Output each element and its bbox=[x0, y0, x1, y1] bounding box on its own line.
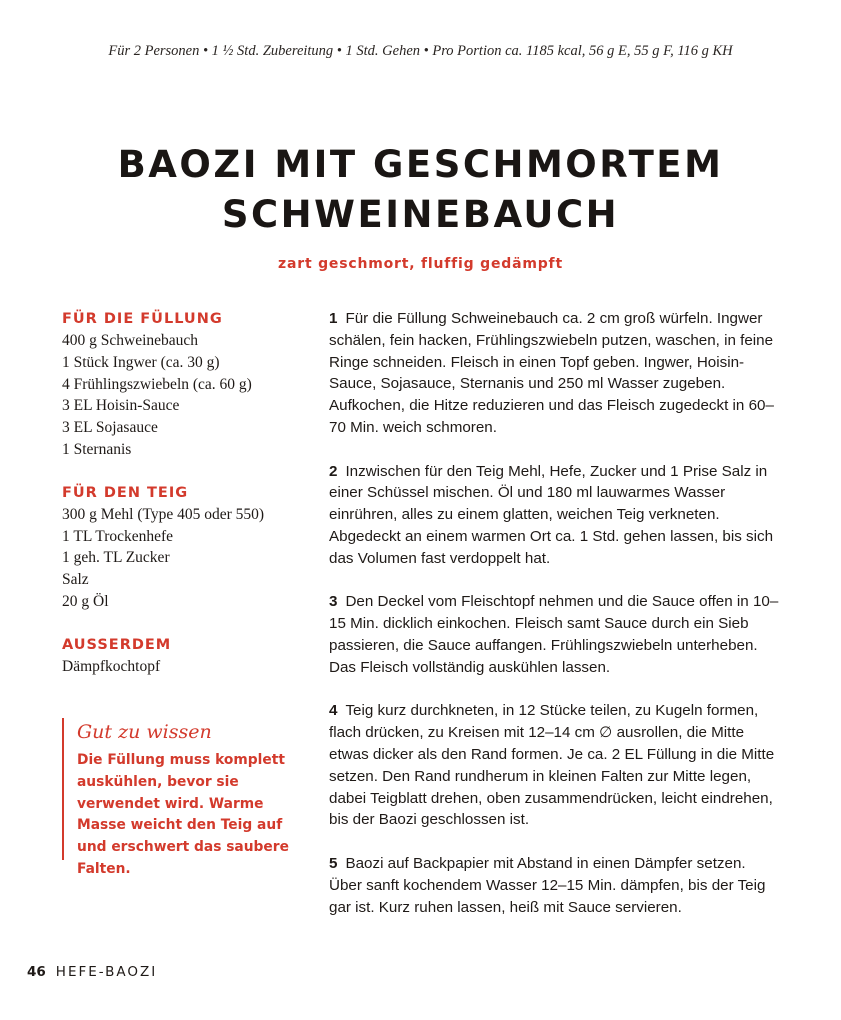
step-number: 1 bbox=[329, 310, 338, 327]
ingredients-column bbox=[62, 308, 312, 699]
step-1 bbox=[329, 308, 779, 439]
page-number: 46 bbox=[27, 964, 46, 980]
dough-list bbox=[62, 504, 312, 613]
filling-heading: FÜR DIE FÜLLUNG bbox=[62, 311, 223, 327]
ingredient-item: 1 geh. TL Zucker bbox=[62, 549, 170, 567]
tip-text: Die Füllung muss komplett auskühlen, bevor sie verwendet wird. Warme Masse weicht den Teig auf und erschwert das saubere Falten. bbox=[77, 752, 289, 877]
step-3 bbox=[329, 591, 779, 678]
tip-box bbox=[62, 718, 302, 877]
step-text: Inzwischen für den Teig Mehl, Hefe, Zucker und 1 Prise Salz in einer Schüssel mischen. Öl und 180 ml lauwarmes Wasser einrühren, alles zu einem glatten, weichen Teig verkneten. Abgedeckt an einem warmen Ort ca. 1 Std. gehen lassen, bis sich das Volumen fast verdoppelt hat. bbox=[329, 462, 774, 567]
extra-list bbox=[62, 656, 312, 678]
filling-list bbox=[62, 330, 312, 461]
step-number: 2 bbox=[329, 462, 338, 480]
page-footer bbox=[27, 964, 157, 980]
step-number: 4 bbox=[329, 702, 338, 720]
ingredient-item: 300 g Mehl (Type 405 oder 550) bbox=[62, 505, 265, 523]
ingredient-item: 3 EL Sojasauce bbox=[62, 419, 158, 437]
step-number: 5 bbox=[329, 854, 338, 872]
recipe-title-line-1: BAOZI MIT GESCHMORTEM bbox=[117, 143, 724, 186]
preparation-steps bbox=[329, 308, 779, 940]
recipe-meta-line: Für 2 Personen • 1 ½ Std. Zubereitung • 1 Std. Gehen • Pro Portion ca. 1185 kcal, 56 g E, 55 g F, 116 g KH bbox=[108, 43, 733, 59]
tip-heading: Gut zu wissen bbox=[77, 721, 212, 743]
step-5 bbox=[329, 853, 779, 918]
ingredient-item: 1 TL Trockenhefe bbox=[62, 527, 174, 545]
ingredient-item: 4 Frühlingszwiebeln (ca. 60 g) bbox=[62, 375, 252, 393]
step-number: 3 bbox=[329, 593, 338, 611]
ingredient-item: 400 g Schweinebauch bbox=[62, 332, 199, 349]
step-2 bbox=[329, 461, 779, 570]
ingredient-item: 1 Stück Ingwer (ca. 30 g) bbox=[62, 353, 220, 371]
step-text: Den Deckel vom Fleischtopf nehmen und die Sauce offen in 10–15 Min. dicklich einkochen. Fleisch samt Sauce durch ein Sieb passieren, die Sauce auffangen. Frühlingszwiebeln unterheben. Das Fleisch vollständig auskühlen lassen. bbox=[329, 593, 779, 676]
ingredient-item: 20 g Öl bbox=[62, 592, 109, 610]
ingredient-item: 1 Sternanis bbox=[62, 440, 132, 458]
ingredient-item: Dämpfkochtopf bbox=[62, 657, 161, 675]
dough-heading: FÜR DEN TEIG bbox=[62, 484, 189, 501]
step-4 bbox=[329, 700, 779, 831]
recipe-title bbox=[0, 140, 841, 240]
ingredient-item: 3 EL Hoisin-Sauce bbox=[62, 397, 180, 415]
recipe-subtitle: zart geschmort, fluffig gedämpft bbox=[278, 256, 563, 272]
step-text: Teig kurz durchkneten, in 12 Stücke teilen, zu Kugeln formen, flach drücken, zu Kreisen mit 12–14 cm ∅ ausrollen, die Mitte etwas dicker als den Rand formen. Je ca. 2 EL Füllung in die Mitte setzen. Den Rand rundherum in kleinen Falten zur Mitte legen, dabei Teigblatt drehen, oben zusammendrücken, leicht eindrehen, bis der Baozi geschlossen ist. bbox=[329, 702, 775, 829]
extra-heading: AUSSERDEM bbox=[62, 636, 172, 653]
step-text: Für die Füllung Schweinebauch ca. 2 cm groß würfeln. Ingwer schälen, fein hacken, Frühlingszwiebeln putzen, waschen, in feine Ringe schneiden. Fleisch in einen Topf geben. Ingwer, Hoisin-Sauce, Sojasauce, Sternanis und 250 ml Wasser zugeben. Aufkochen, die Hitze reduzieren und das Fleisch zugedeckt in 60–70 Min. weich schmoren. bbox=[329, 310, 774, 436]
step-text: Baozi auf Backpapier mit Abstand in einen Dämpfer setzen. Über sanft kochendem Wasser 12–15 Min. dämpfen, bis der Teig gar ist. Kurz ruhen lassen, heiß mit Sauce servieren. bbox=[329, 854, 766, 916]
recipe-title-line-2: SCHWEINEBAUCH bbox=[221, 193, 620, 236]
section-name: HEFE-BAOZI bbox=[55, 964, 158, 980]
ingredient-item: Salz bbox=[62, 571, 89, 589]
